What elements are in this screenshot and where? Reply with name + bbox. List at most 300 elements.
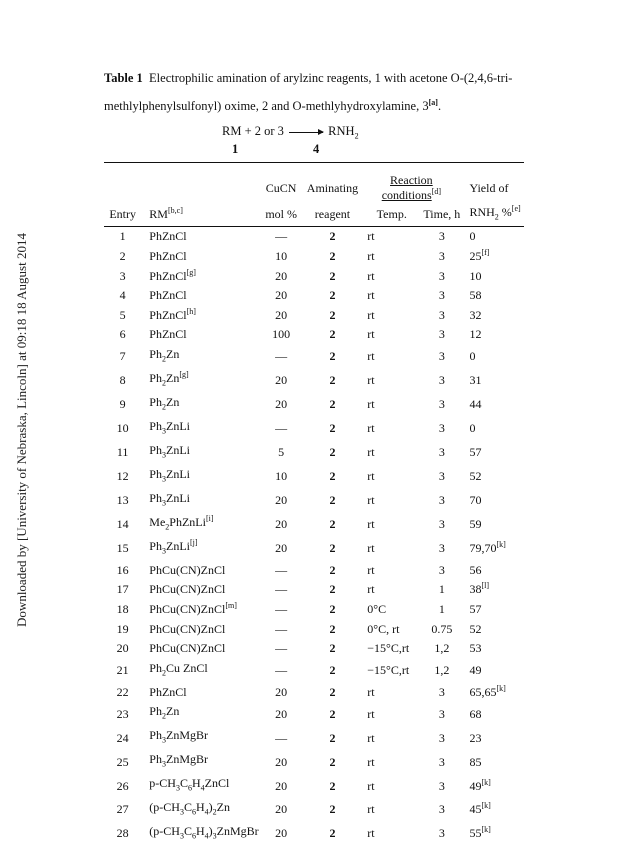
- agent-cell: 2: [329, 373, 336, 388]
- rm-cell: [141, 580, 258, 600]
- yield-value: 68: [469, 706, 482, 721]
- rm-footnote: [g]: [186, 267, 196, 277]
- yield-footnote: [k]: [496, 683, 506, 693]
- yield-cell: [461, 620, 524, 640]
- rm-cell: [141, 393, 258, 417]
- yield-footnote: [l]: [481, 581, 490, 591]
- cucn-cell: —: [275, 641, 288, 656]
- rm-cell: [141, 489, 258, 513]
- entry-cell: 19: [116, 621, 129, 636]
- temp-cell: rt: [367, 778, 375, 793]
- rm-cell: [141, 247, 258, 267]
- cucn-cell: 100: [272, 327, 291, 342]
- agent-cell: 2: [329, 730, 336, 745]
- yield-value: 38: [469, 582, 482, 597]
- yield-cell: [461, 441, 524, 465]
- yield-value: 79,70: [469, 541, 497, 556]
- entry-cell: 22: [116, 684, 129, 699]
- rm-formula: $Ph_2Zn$: [149, 394, 180, 412]
- agent-cell: 2: [329, 288, 336, 303]
- table-row: [104, 683, 524, 703]
- yield-value: 49: [469, 662, 482, 677]
- time-cell: 3: [438, 307, 445, 322]
- temp-cell: rt: [367, 730, 375, 745]
- yield-value: 0: [469, 421, 476, 436]
- temp-cell: 0°C, rt: [367, 621, 400, 636]
- cucn-cell: —: [275, 229, 288, 244]
- entry-cell: 5: [119, 307, 126, 322]
- temp-cell: rt: [367, 541, 375, 556]
- agent-cell: 2: [329, 641, 336, 656]
- agent-cell: 2: [329, 826, 336, 841]
- entry-cell: 24: [116, 730, 129, 745]
- rm-cell: [141, 513, 258, 537]
- rm-formula: $Ph_3ZnLi$: [149, 442, 190, 460]
- rm-cell: [141, 465, 258, 489]
- cucn-cell: 20: [275, 288, 288, 303]
- cucn-cell: 10: [275, 469, 288, 484]
- yield-cell: [461, 417, 524, 441]
- table-row: [104, 537, 524, 561]
- table-row: [104, 393, 524, 417]
- header-agent-2: reagent: [304, 204, 362, 227]
- rm-cell: [141, 726, 258, 750]
- agent-cell: 2: [329, 754, 336, 769]
- header-agent-1: Aminating: [304, 163, 362, 205]
- temp-cell: rt: [367, 493, 375, 508]
- yield-cell: [461, 369, 524, 393]
- rm-cell: [141, 774, 258, 798]
- rm-formula: PhZnCl: [149, 684, 187, 699]
- rm-footnote: [j]: [189, 537, 198, 547]
- rm-formula: PhZnCl: [149, 307, 187, 322]
- entry-cell: 14: [116, 517, 129, 532]
- cucn-cell: 10: [275, 248, 288, 263]
- rm-formula: $Ph_2Zn$: [149, 370, 180, 388]
- entry-cell: 25: [116, 754, 129, 769]
- yield-cell: [461, 513, 524, 537]
- rm-formula: $(p-CH_3C_6H_4)_3ZnMgBr$: [149, 824, 259, 841]
- rm-cell: [141, 822, 258, 846]
- rm-formula: $Ph_2Cu$ ZnCl: [149, 660, 208, 678]
- cucn-cell: 20: [275, 754, 288, 769]
- agent-cell: 2: [329, 541, 336, 556]
- entry-cell: 23: [116, 706, 129, 721]
- table-row: [104, 369, 524, 393]
- header-row-2: [104, 204, 524, 227]
- time-cell: 1,2: [434, 641, 450, 656]
- table-row: [104, 600, 524, 620]
- time-cell: 3: [438, 288, 445, 303]
- cucn-cell: 20: [275, 307, 288, 322]
- rm-cell: [141, 537, 258, 561]
- cucn-cell: 20: [275, 517, 288, 532]
- download-watermark: [14, 150, 30, 710]
- cucn-cell: 20: [275, 826, 288, 841]
- entry-cell: 9: [119, 397, 126, 412]
- time-cell: 3: [438, 493, 445, 508]
- table-row: [104, 822, 524, 846]
- table-row: [104, 513, 524, 537]
- header-cucn-2: mol %: [259, 204, 304, 227]
- rm-formula: $Ph_3ZnLi$: [149, 490, 190, 508]
- rm-formula: $Ph_3ZnMgBr$: [149, 752, 208, 769]
- yield-cell: [461, 798, 524, 822]
- entry-cell: 10: [116, 421, 129, 436]
- download-watermark-text: Downloaded by [University of Nebraska, Lincoln] at 09:18 18 August 2014: [14, 233, 29, 627]
- agent-cell: 2: [329, 248, 336, 263]
- table-row: [104, 702, 524, 726]
- temp-cell: rt: [367, 421, 375, 436]
- header-conditions: Reaction conditions[d]: [361, 163, 461, 205]
- agent-cell: 2: [329, 562, 336, 577]
- yield-cell: [461, 345, 524, 369]
- label-compound-4: 4: [313, 142, 320, 156]
- yield-value: 49: [469, 778, 482, 793]
- entry-cell: 6: [119, 327, 126, 342]
- yield-value: 10: [469, 268, 482, 283]
- table-caption: [104, 64, 534, 120]
- caption-label: Table 1: [104, 71, 143, 85]
- temp-cell: rt: [367, 445, 375, 460]
- time-cell: 3: [438, 248, 445, 263]
- temp-cell: rt: [367, 684, 375, 699]
- reaction-equation: [222, 124, 422, 142]
- agent-cell: 2: [329, 684, 336, 699]
- time-cell: 3: [438, 229, 445, 244]
- entry-cell: 7: [119, 349, 126, 364]
- reaction-arrow-icon: [289, 132, 323, 133]
- yield-value: 44: [469, 397, 482, 412]
- reaction-labels: [222, 142, 422, 158]
- rm-formula: $Me_2PhZnLi$: [149, 514, 206, 532]
- yield-value: 25: [469, 248, 482, 263]
- time-cell: 3: [438, 397, 445, 412]
- rm-footnote: [m]: [225, 601, 237, 610]
- agent-cell: 2: [329, 582, 336, 597]
- yield-value: 57: [469, 445, 482, 460]
- yield-cell: [461, 325, 524, 345]
- entry-cell: 11: [116, 445, 129, 460]
- table-row: [104, 620, 524, 640]
- cucn-cell: 20: [275, 706, 288, 721]
- temp-cell: rt: [367, 469, 375, 484]
- label-compound-1: 1: [232, 142, 239, 156]
- cucn-cell: —: [275, 349, 288, 364]
- reaction-product: $RNH_2$: [328, 124, 359, 141]
- temp-cell: rt: [367, 562, 375, 577]
- yield-cell: [461, 774, 524, 798]
- table-row: [104, 489, 524, 513]
- rm-formula: PhZnCl: [149, 248, 187, 263]
- rm-formula: PhCu(CN)ZnCl: [149, 602, 226, 616]
- yield-cell: [461, 600, 524, 620]
- agent-cell: 2: [329, 268, 336, 283]
- yield-footnote: [f]: [481, 247, 490, 257]
- caption-text-1: Electrophilic amination of arylzinc reagents, 1 with acetone O-(2,4,6-tri-: [149, 71, 513, 85]
- time-cell: 3: [438, 802, 445, 817]
- yield-footnote: [k]: [481, 801, 491, 811]
- agent-cell: 2: [329, 802, 336, 817]
- rm-formula: $(p-CH_3C_6H_4)_2Zn$: [149, 800, 230, 817]
- entry-cell: 2: [119, 248, 126, 263]
- rm-cell: [141, 750, 258, 774]
- time-cell: 3: [438, 349, 445, 364]
- cucn-cell: —: [275, 421, 288, 436]
- header-yield-2: $RNH_2$ %[e]: [461, 204, 524, 227]
- table-row: [104, 306, 524, 326]
- entry-cell: 17: [116, 582, 129, 597]
- table-row: [104, 286, 524, 306]
- amination-results-table: [104, 162, 524, 846]
- entry-cell: 20: [116, 641, 129, 656]
- yield-value: 57: [469, 602, 482, 616]
- yield-cell: [461, 286, 524, 306]
- cucn-cell: —: [275, 562, 288, 577]
- yield-cell: [461, 393, 524, 417]
- temp-cell: rt: [367, 754, 375, 769]
- entry-cell: 27: [116, 802, 129, 817]
- time-cell: 3: [438, 541, 445, 556]
- table-row: [104, 465, 524, 489]
- yield-value: 31: [469, 373, 482, 388]
- table-row: [104, 774, 524, 798]
- agent-cell: 2: [329, 621, 336, 636]
- rm-cell: [141, 417, 258, 441]
- agent-cell: 2: [329, 493, 336, 508]
- rm-cell: [141, 683, 258, 703]
- temp-cell: rt: [367, 802, 375, 817]
- yield-value: 85: [469, 754, 482, 769]
- header-entry: Entry: [104, 204, 141, 227]
- yield-cell: [461, 537, 524, 561]
- entry-cell: 4: [119, 288, 126, 303]
- temp-cell: rt: [367, 248, 375, 263]
- caption-line-1: [104, 64, 534, 92]
- caption-text-2: methlylphenylsulfonyl) oxime, 2 and O-methlyhydroxylamine, 3: [104, 99, 429, 113]
- cucn-cell: —: [275, 582, 288, 597]
- rm-formula: PhZnCl: [149, 229, 187, 244]
- header-row-1: [104, 163, 524, 205]
- cucn-cell: —: [275, 621, 288, 636]
- yield-footnote: [k]: [481, 825, 491, 835]
- cucn-cell: —: [275, 662, 288, 677]
- entry-cell: 26: [116, 778, 129, 793]
- yield-value: 65,65: [469, 684, 497, 699]
- yield-value: 58: [469, 288, 482, 303]
- yield-cell: [461, 561, 524, 581]
- time-cell: 0.75: [431, 621, 453, 636]
- rm-formula: PhZnCl: [149, 327, 187, 342]
- table-row: [104, 580, 524, 600]
- table-row: [104, 659, 524, 683]
- entry-cell: 13: [116, 493, 129, 508]
- time-cell: 3: [438, 327, 445, 342]
- rm-formula: PhZnCl: [149, 288, 187, 303]
- yield-value: 0: [469, 229, 476, 244]
- temp-cell: rt: [367, 349, 375, 364]
- time-cell: 3: [438, 706, 445, 721]
- cucn-cell: 20: [275, 268, 288, 283]
- yield-value: 32: [469, 307, 482, 322]
- agent-cell: 2: [329, 445, 336, 460]
- header-temp: Temp.: [361, 204, 422, 227]
- temp-cell: −15°C,rt: [367, 662, 410, 677]
- rm-cell: [141, 306, 258, 326]
- rm-cell: [141, 639, 258, 659]
- rm-formula: $Ph_3ZnLi$: [149, 418, 190, 436]
- rm-formula: PhZnCl: [149, 268, 187, 283]
- time-cell: 3: [438, 826, 445, 841]
- agent-cell: 2: [329, 778, 336, 793]
- cucn-cell: 20: [275, 373, 288, 388]
- yield-cell: [461, 639, 524, 659]
- yield-value: 0: [469, 349, 476, 364]
- header-yield-1: Yield of: [461, 163, 524, 205]
- time-cell: 3: [438, 684, 445, 699]
- rm-cell: [141, 441, 258, 465]
- yield-value: 59: [469, 517, 482, 532]
- time-cell: 1: [438, 582, 445, 597]
- yield-value: 52: [469, 621, 482, 636]
- yield-value: 53: [469, 641, 482, 656]
- agent-cell: 2: [329, 327, 336, 342]
- rm-cell: [141, 659, 258, 683]
- temp-cell: rt: [367, 229, 375, 244]
- cucn-cell: 20: [275, 778, 288, 793]
- caption-line-2: [104, 92, 534, 120]
- rm-cell: [141, 600, 258, 620]
- time-cell: 1: [438, 602, 445, 616]
- yield-cell: [461, 227, 524, 247]
- rm-cell: [141, 286, 258, 306]
- time-cell: 3: [438, 778, 445, 793]
- caption-footnote: [a]: [428, 97, 438, 107]
- table-row: [104, 227, 524, 247]
- yield-value: 52: [469, 469, 482, 484]
- entry-cell: 28: [116, 826, 129, 841]
- rm-formula: PhCu(CN)ZnCl: [149, 641, 226, 656]
- rm-cell: [141, 561, 258, 581]
- time-cell: 3: [438, 730, 445, 745]
- time-cell: 3: [438, 517, 445, 532]
- time-cell: 3: [438, 373, 445, 388]
- rm-formula: $Ph_3ZnLi$: [149, 466, 190, 484]
- agent-cell: 2: [329, 229, 336, 244]
- table-row: [104, 639, 524, 659]
- cucn-cell: 20: [275, 397, 288, 412]
- table-row: [104, 441, 524, 465]
- entry-cell: 1: [119, 229, 126, 244]
- rm-formula: PhCu(CN)ZnCl: [149, 621, 226, 636]
- agent-cell: 2: [329, 602, 336, 616]
- cucn-cell: —: [275, 730, 288, 745]
- yield-cell: [461, 465, 524, 489]
- time-cell: 3: [438, 562, 445, 577]
- time-cell: 3: [438, 421, 445, 436]
- yield-value: 45: [469, 802, 482, 817]
- rm-cell: [141, 345, 258, 369]
- entry-cell: 16: [116, 562, 129, 577]
- time-cell: 1,2: [434, 662, 450, 677]
- cucn-cell: 20: [275, 541, 288, 556]
- rm-cell: [141, 620, 258, 640]
- entry-cell: 18: [116, 602, 129, 616]
- reaction-reactants: RM + 2 or 3: [222, 124, 284, 138]
- table-row: [104, 345, 524, 369]
- cucn-cell: 5: [278, 445, 285, 460]
- table-row: [104, 561, 524, 581]
- table-row: [104, 417, 524, 441]
- rm-cell: [141, 702, 258, 726]
- temp-cell: rt: [367, 327, 375, 342]
- rm-formula: PhCu(CN)ZnCl: [149, 582, 226, 597]
- entry-cell: 21: [116, 662, 129, 677]
- header-cucn-1: CuCN: [259, 163, 304, 205]
- header-time: Time, h: [422, 204, 461, 227]
- temp-cell: 0°C: [367, 602, 387, 616]
- rm-formula: $p-CH_3C_6H_4ZnCl$: [149, 776, 230, 793]
- rm-cell: [141, 227, 258, 247]
- yield-value: 55: [469, 826, 482, 841]
- temp-cell: rt: [367, 268, 375, 283]
- table-row: [104, 247, 524, 267]
- agent-cell: 2: [329, 517, 336, 532]
- agent-cell: 2: [329, 706, 336, 721]
- time-cell: 3: [438, 268, 445, 283]
- yield-value: 12: [469, 327, 482, 342]
- yield-cell: [461, 489, 524, 513]
- cucn-cell: 20: [275, 493, 288, 508]
- yield-footnote: [k]: [496, 540, 506, 550]
- yield-cell: [461, 702, 524, 726]
- rm-formula: PhCu(CN)ZnCl: [149, 562, 226, 577]
- yield-cell: [461, 306, 524, 326]
- temp-cell: rt: [367, 288, 375, 303]
- rm-formula: $Ph_2Zn$: [149, 346, 180, 364]
- yield-cell: [461, 659, 524, 683]
- time-cell: 3: [438, 469, 445, 484]
- time-cell: 3: [438, 445, 445, 460]
- yield-cell: [461, 726, 524, 750]
- agent-cell: 2: [329, 469, 336, 484]
- rm-cell: [141, 369, 258, 393]
- cucn-cell: 20: [275, 684, 288, 699]
- caption-end: .: [437, 99, 442, 113]
- table-body: [104, 227, 524, 846]
- rm-formula: $Ph_2Zn$: [149, 704, 180, 721]
- yield-cell: [461, 247, 524, 267]
- rm-cell: [141, 267, 258, 287]
- agent-cell: 2: [329, 662, 336, 677]
- entry-cell: 8: [119, 373, 126, 388]
- yield-value: 56: [469, 562, 482, 577]
- agent-cell: 2: [329, 307, 336, 322]
- yield-footnote: [k]: [481, 777, 491, 787]
- yield-value: 23: [469, 730, 482, 745]
- rm-formula: $Ph_3ZnMgBr$: [149, 728, 208, 745]
- rm-cell: [141, 325, 258, 345]
- cucn-cell: 20: [275, 802, 288, 817]
- rm-footnote: [i]: [205, 513, 214, 523]
- agent-cell: 2: [329, 349, 336, 364]
- entry-cell: 15: [116, 541, 129, 556]
- temp-cell: rt: [367, 397, 375, 412]
- agent-cell: 2: [329, 421, 336, 436]
- header-rm: RM[b,c]: [141, 204, 258, 227]
- yield-cell: [461, 683, 524, 703]
- entry-cell: 3: [119, 268, 126, 283]
